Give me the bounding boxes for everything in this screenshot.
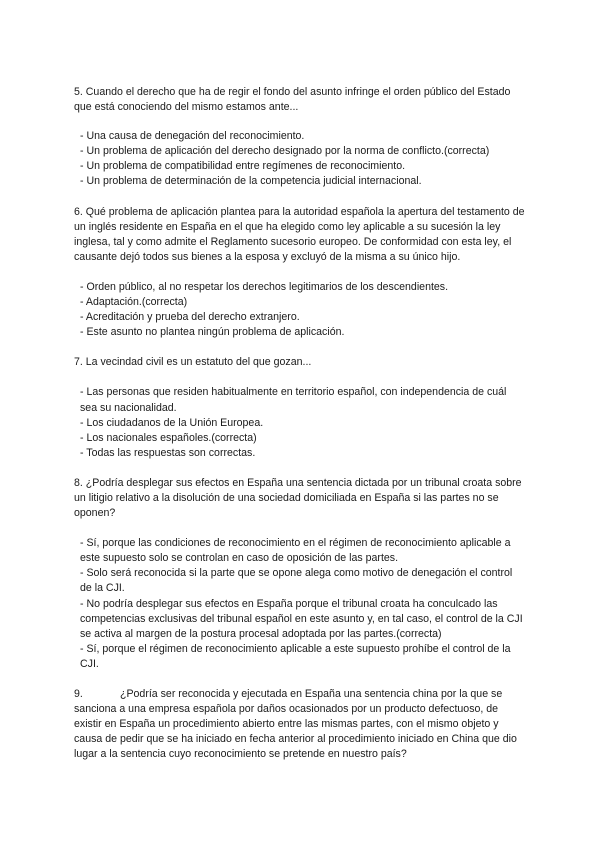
question-text: 6. Qué problema de aplicación plantea para la autoridad española la apertura del testamento de un inglés residente en España en el que ha elegido como ley aplicable a su sucesión la ley inglesa, tal y como admite el Reglamento sucesorio europeo. De conformidad con esta ley, el causante dejó todos sus bienes a la esposa y excluyó de la misma a su único hijo. — [74, 205, 525, 263]
question-8 — [74, 476, 526, 672]
answer-options — [74, 536, 526, 672]
answer-option: - Acreditación y prueba del derecho extranjero. — [80, 311, 300, 324]
answer-options — [74, 129, 526, 189]
answer-option: - Todas las respuestas son correctas. — [80, 446, 256, 459]
answer-option: - Un problema de aplicación del derecho designado por la norma de conflicto.(correcta) — [80, 145, 490, 158]
answer-option: - Orden público, al no respetar los derechos legitimarios de los descendientes. — [80, 280, 449, 293]
answer-option: - Los ciudadanos de la Unión Europea. — [80, 416, 264, 429]
answer-option: - Solo será reconocida si la parte que se opone alega como motivo de denegación el control de la CJI. — [80, 567, 513, 595]
question-9 — [74, 687, 526, 762]
answer-option: - Las personas que residen habitualmente en territorio español, con independencia de cuál sea su nacionalidad. — [80, 386, 507, 414]
answer-option: - Un problema de compatibilidad entre regímenes de reconocimiento. — [80, 160, 406, 173]
question-text: 7. La vecindad civil es un estatuto del que gozan... — [74, 356, 312, 369]
answer-options — [74, 385, 526, 460]
answer-option: - Los nacionales españoles.(correcta) — [80, 431, 257, 444]
answer-option: - Sí, porque las condiciones de reconocimiento en el régimen de reconocimiento aplicable a este supuesto solo se controlan en caso de oposición de las partes. — [80, 537, 511, 565]
answer-options — [74, 280, 526, 340]
answer-option: - Una causa de denegación del reconocimiento. — [80, 130, 305, 143]
question-text: 8. ¿Podría desplegar sus efectos en España una sentencia dictada por un tribunal croata sobre un litigio relativo a la disolución de una sociedad domiciliada en España si las partes no se oponen? — [74, 476, 522, 520]
question-7 — [74, 355, 526, 461]
answer-option: - Sí, porque el régimen de reconocimiento aplicable a este supuesto prohíbe el control de la CJI. — [80, 642, 511, 670]
question-6 — [74, 205, 526, 341]
answer-option: - No podría desplegar sus efectos en España porque el tribunal croata ha conculcado las competencias exclusivas del tribunal español en este asunto y, en tal caso, el control de la CJI se activa al margen de la postura procesal adoptada por las partes.(correcta) — [80, 597, 523, 640]
document-page — [74, 85, 526, 777]
answer-option: - Este asunto no plantea ningún problema de aplicación. — [80, 326, 345, 339]
question-5 — [74, 85, 526, 190]
answer-option: - Adaptación.(correcta) — [80, 296, 188, 309]
question-text — [74, 687, 526, 762]
question-body: ¿Podría ser reconocida y ejecutada en España una sentencia china por la que se sanciona a una empresa española por daños ocasionados por un producto defectuoso, de existir en España un procedimiento abierto entre las mismas partes, con el mismo objeto y causa de pedir que se ha iniciado en fecha anterior al procedimiento iniciado en China que dio lugar a la sentencia cuyo reconocimiento se pretende en nuestro país? — [74, 688, 517, 761]
answer-option: - Un problema de determinación de la competencia judicial internacional. — [80, 175, 422, 188]
question-text: 5. Cuando el derecho que ha de regir el fondo del asunto infringe el orden público del Estado que está conociendo del mismo estamos ante... — [74, 86, 511, 114]
question-number: 9. — [74, 688, 83, 700]
